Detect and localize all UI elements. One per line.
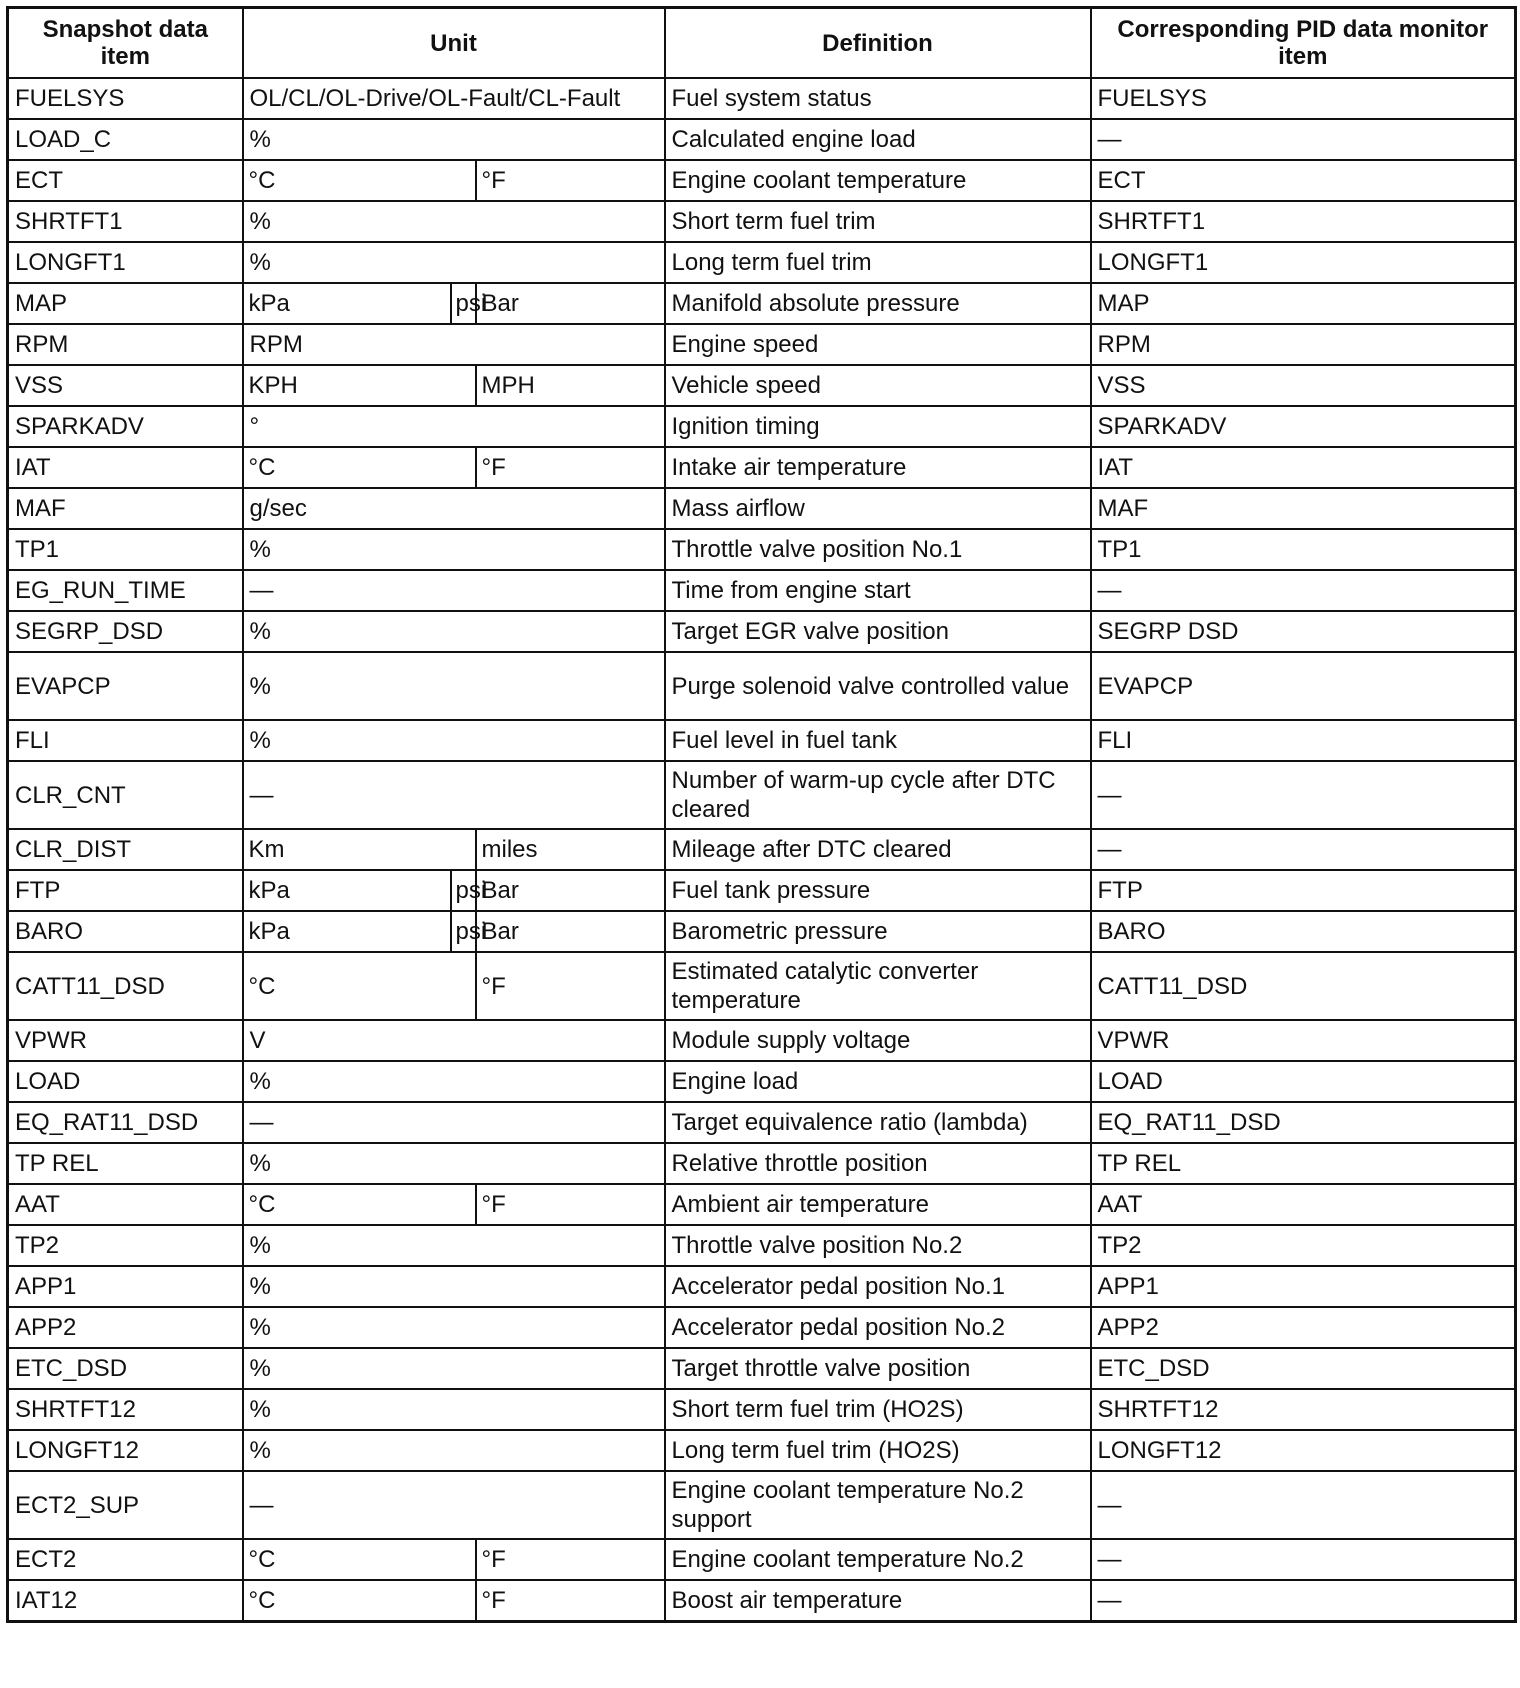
snapshot-item-cell: EQ_RAT11_DSD — [8, 1102, 243, 1143]
table-row — [8, 1348, 1516, 1389]
table-row — [8, 611, 1516, 652]
pid-item-cell: LONGFT12 — [1091, 1430, 1516, 1471]
unit-cell-tertiary: Bar — [476, 870, 665, 911]
pid-item-cell: FLI — [1091, 720, 1516, 761]
table-row — [8, 529, 1516, 570]
unit-cell: — — [243, 1471, 665, 1539]
pid-item-cell: SPARKADV — [1091, 406, 1516, 447]
pid-item-cell: TP REL — [1091, 1143, 1516, 1184]
table-row — [8, 1389, 1516, 1430]
pid-item-cell: AAT — [1091, 1184, 1516, 1225]
pid-item-cell: MAP — [1091, 283, 1516, 324]
definition-cell: Module supply voltage — [665, 1020, 1091, 1061]
definition-cell: Number of warm-up cycle after DTC cleared — [665, 761, 1091, 829]
unit-cell-secondary: psi — [451, 283, 476, 324]
table-row — [8, 406, 1516, 447]
definition-cell: Calculated engine load — [665, 119, 1091, 160]
snapshot-item-cell: IAT12 — [8, 1580, 243, 1622]
unit-cell-secondary: °F — [476, 160, 665, 201]
unit-cell: — — [243, 761, 665, 829]
definition-cell: Mileage after DTC cleared — [665, 829, 1091, 870]
table-row — [8, 160, 1516, 201]
pid-item-cell: — — [1091, 761, 1516, 829]
definition-cell: Long term fuel trim (HO2S) — [665, 1430, 1091, 1471]
definition-cell: Long term fuel trim — [665, 242, 1091, 283]
definition-cell: Ignition timing — [665, 406, 1091, 447]
snapshot-item-cell: VSS — [8, 365, 243, 406]
definition-cell: Short term fuel trim (HO2S) — [665, 1389, 1091, 1430]
table-row — [8, 1102, 1516, 1143]
pid-item-cell: SEGRP DSD — [1091, 611, 1516, 652]
snapshot-table-container — [6, 6, 1517, 1623]
table-row — [8, 447, 1516, 488]
table-row — [8, 870, 1516, 911]
pid-item-cell: — — [1091, 829, 1516, 870]
definition-cell: Target EGR valve position — [665, 611, 1091, 652]
table-row — [8, 201, 1516, 242]
definition-cell: Engine load — [665, 1061, 1091, 1102]
pid-item-cell: ECT — [1091, 160, 1516, 201]
unit-cell-secondary: miles — [476, 829, 665, 870]
unit-cell: V — [243, 1020, 665, 1061]
snapshot-item-cell: FLI — [8, 720, 243, 761]
definition-cell: Estimated catalytic converter temperature — [665, 952, 1091, 1020]
pid-item-cell: SHRTFT12 — [1091, 1389, 1516, 1430]
pid-item-cell: — — [1091, 1580, 1516, 1622]
definition-cell: Target throttle valve position — [665, 1348, 1091, 1389]
unit-cell: % — [243, 1143, 665, 1184]
unit-cell: % — [243, 1430, 665, 1471]
pid-item-cell: — — [1091, 119, 1516, 160]
definition-cell: Throttle valve position No.1 — [665, 529, 1091, 570]
unit-cell-primary: Km — [243, 829, 476, 870]
definition-cell: Target equivalence ratio (lambda) — [665, 1102, 1091, 1143]
pid-item-cell: VSS — [1091, 365, 1516, 406]
unit-cell: RPM — [243, 324, 665, 365]
table-row — [8, 283, 1516, 324]
definition-cell: Engine coolant temperature — [665, 160, 1091, 201]
unit-cell-primary: kPa — [243, 911, 451, 952]
unit-cell: % — [243, 1307, 665, 1348]
unit-cell: % — [243, 119, 665, 160]
snapshot-item-cell: LOAD_C — [8, 119, 243, 160]
table-row — [8, 1225, 1516, 1266]
definition-cell: Accelerator pedal position No.1 — [665, 1266, 1091, 1307]
header-snapshot-item: Snapshot data item — [8, 8, 243, 79]
definition-cell: Ambient air temperature — [665, 1184, 1091, 1225]
unit-cell-secondary: °F — [476, 1580, 665, 1622]
snapshot-item-cell: CLR_DIST — [8, 829, 243, 870]
definition-cell: Short term fuel trim — [665, 201, 1091, 242]
definition-cell: Relative throttle position — [665, 1143, 1091, 1184]
snapshot-item-cell: TP2 — [8, 1225, 243, 1266]
pid-item-cell: MAF — [1091, 488, 1516, 529]
snapshot-item-cell: ECT2 — [8, 1539, 243, 1580]
definition-cell: Engine speed — [665, 324, 1091, 365]
snapshot-item-cell: FTP — [8, 870, 243, 911]
pid-item-cell: VPWR — [1091, 1020, 1516, 1061]
unit-cell: % — [243, 1266, 665, 1307]
snapshot-item-cell: RPM — [8, 324, 243, 365]
snapshot-item-cell: LONGFT12 — [8, 1430, 243, 1471]
pid-item-cell: — — [1091, 1539, 1516, 1580]
table-row — [8, 1184, 1516, 1225]
pid-item-cell: — — [1091, 570, 1516, 611]
pid-item-cell: TP1 — [1091, 529, 1516, 570]
pid-item-cell: IAT — [1091, 447, 1516, 488]
pid-item-cell: BARO — [1091, 911, 1516, 952]
pid-item-cell: TP2 — [1091, 1225, 1516, 1266]
snapshot-item-cell: ECT — [8, 160, 243, 201]
definition-cell: Intake air temperature — [665, 447, 1091, 488]
table-row — [8, 1471, 1516, 1539]
table-row — [8, 1020, 1516, 1061]
table-row — [8, 1580, 1516, 1622]
table-row — [8, 1539, 1516, 1580]
unit-cell: % — [243, 652, 665, 720]
unit-cell: % — [243, 720, 665, 761]
definition-cell: Accelerator pedal position No.2 — [665, 1307, 1091, 1348]
snapshot-item-cell: APP1 — [8, 1266, 243, 1307]
unit-cell: % — [243, 611, 665, 652]
unit-cell: OL/CL/OL-Drive/OL-Fault/CL-Fault — [243, 78, 665, 119]
unit-cell: % — [243, 1348, 665, 1389]
definition-cell: Engine coolant temperature No.2 support — [665, 1471, 1091, 1539]
unit-cell-secondary: MPH — [476, 365, 665, 406]
unit-cell-tertiary: Bar — [476, 911, 665, 952]
unit-cell-primary: °C — [243, 952, 476, 1020]
snapshot-item-cell: MAF — [8, 488, 243, 529]
pid-item-cell: SHRTFT1 — [1091, 201, 1516, 242]
pid-item-cell: RPM — [1091, 324, 1516, 365]
unit-cell-secondary: psi — [451, 911, 476, 952]
pid-item-cell: — — [1091, 1471, 1516, 1539]
definition-cell: Manifold absolute pressure — [665, 283, 1091, 324]
table-row — [8, 1430, 1516, 1471]
definition-cell: Throttle valve position No.2 — [665, 1225, 1091, 1266]
table-row — [8, 570, 1516, 611]
unit-cell: — — [243, 1102, 665, 1143]
snapshot-item-cell: IAT — [8, 447, 243, 488]
table-row — [8, 1143, 1516, 1184]
pid-item-cell: FUELSYS — [1091, 78, 1516, 119]
table-row — [8, 652, 1516, 720]
unit-cell-secondary: °F — [476, 447, 665, 488]
pid-item-cell: FTP — [1091, 870, 1516, 911]
definition-cell: Purge solenoid valve controlled value — [665, 652, 1091, 720]
table-row — [8, 911, 1516, 952]
unit-cell-secondary: psi — [451, 870, 476, 911]
table-header-row — [8, 8, 1516, 79]
unit-cell-primary: °C — [243, 1184, 476, 1225]
table-body — [8, 78, 1516, 1622]
snapshot-item-cell: VPWR — [8, 1020, 243, 1061]
definition-cell: Fuel system status — [665, 78, 1091, 119]
snapshot-item-cell: TP REL — [8, 1143, 243, 1184]
definition-cell: Time from engine start — [665, 570, 1091, 611]
unit-cell-secondary: °F — [476, 952, 665, 1020]
pid-item-cell: ETC_DSD — [1091, 1348, 1516, 1389]
table-row — [8, 365, 1516, 406]
unit-cell: % — [243, 1225, 665, 1266]
header-pid-item: Corresponding PID data monitor item — [1091, 8, 1516, 79]
snapshot-item-cell: MAP — [8, 283, 243, 324]
pid-item-cell: EVAPCP — [1091, 652, 1516, 720]
snapshot-item-cell: LONGFT1 — [8, 242, 243, 283]
definition-cell: Vehicle speed — [665, 365, 1091, 406]
pid-item-cell: CATT11_DSD — [1091, 952, 1516, 1020]
unit-cell-primary: °C — [243, 447, 476, 488]
snapshot-item-cell: ECT2_SUP — [8, 1471, 243, 1539]
definition-cell: Mass airflow — [665, 488, 1091, 529]
definition-cell: Engine coolant temperature No.2 — [665, 1539, 1091, 1580]
unit-cell: % — [243, 1389, 665, 1430]
unit-cell-primary: KPH — [243, 365, 476, 406]
snapshot-item-cell: SEGRP_DSD — [8, 611, 243, 652]
pid-item-cell: APP2 — [1091, 1307, 1516, 1348]
definition-cell: Boost air temperature — [665, 1580, 1091, 1622]
table-row — [8, 1061, 1516, 1102]
snapshot-item-cell: AAT — [8, 1184, 243, 1225]
snapshot-item-cell: CLR_CNT — [8, 761, 243, 829]
table-row — [8, 761, 1516, 829]
snapshot-item-cell: EVAPCP — [8, 652, 243, 720]
header-definition: Definition — [665, 8, 1091, 79]
pid-item-cell: EQ_RAT11_DSD — [1091, 1102, 1516, 1143]
table-row — [8, 829, 1516, 870]
pid-item-cell: LOAD — [1091, 1061, 1516, 1102]
snapshot-item-cell: APP2 — [8, 1307, 243, 1348]
unit-cell: — — [243, 570, 665, 611]
unit-cell-primary: kPa — [243, 870, 451, 911]
snapshot-item-cell: SHRTFT1 — [8, 201, 243, 242]
unit-cell-primary: kPa — [243, 283, 451, 324]
unit-cell-tertiary: Bar — [476, 283, 665, 324]
snapshot-item-cell: ETC_DSD — [8, 1348, 243, 1389]
header-unit: Unit — [243, 8, 665, 79]
snapshot-item-cell: CATT11_DSD — [8, 952, 243, 1020]
snapshot-item-cell: BARO — [8, 911, 243, 952]
snapshot-item-cell: FUELSYS — [8, 78, 243, 119]
snapshot-item-cell: SPARKADV — [8, 406, 243, 447]
unit-cell-secondary: °F — [476, 1539, 665, 1580]
table-row — [8, 119, 1516, 160]
snapshot-item-cell: SHRTFT12 — [8, 1389, 243, 1430]
definition-cell: Barometric pressure — [665, 911, 1091, 952]
unit-cell: % — [243, 529, 665, 570]
table-row — [8, 78, 1516, 119]
snapshot-data-table — [6, 6, 1517, 1623]
table-row — [8, 720, 1516, 761]
unit-cell-primary: °C — [243, 160, 476, 201]
table-row — [8, 324, 1516, 365]
snapshot-item-cell: TP1 — [8, 529, 243, 570]
table-row — [8, 1266, 1516, 1307]
table-row — [8, 242, 1516, 283]
snapshot-item-cell: EG_RUN_TIME — [8, 570, 243, 611]
table-row — [8, 1307, 1516, 1348]
table-row — [8, 488, 1516, 529]
definition-cell: Fuel tank pressure — [665, 870, 1091, 911]
unit-cell: % — [243, 1061, 665, 1102]
pid-item-cell: LONGFT1 — [1091, 242, 1516, 283]
unit-cell: % — [243, 242, 665, 283]
snapshot-item-cell: LOAD — [8, 1061, 243, 1102]
unit-cell: ° — [243, 406, 665, 447]
unit-cell-primary: °C — [243, 1539, 476, 1580]
pid-item-cell: APP1 — [1091, 1266, 1516, 1307]
unit-cell: g/sec — [243, 488, 665, 529]
unit-cell: % — [243, 201, 665, 242]
definition-cell: Fuel level in fuel tank — [665, 720, 1091, 761]
unit-cell-secondary: °F — [476, 1184, 665, 1225]
unit-cell-primary: °C — [243, 1580, 476, 1622]
table-row — [8, 952, 1516, 1020]
